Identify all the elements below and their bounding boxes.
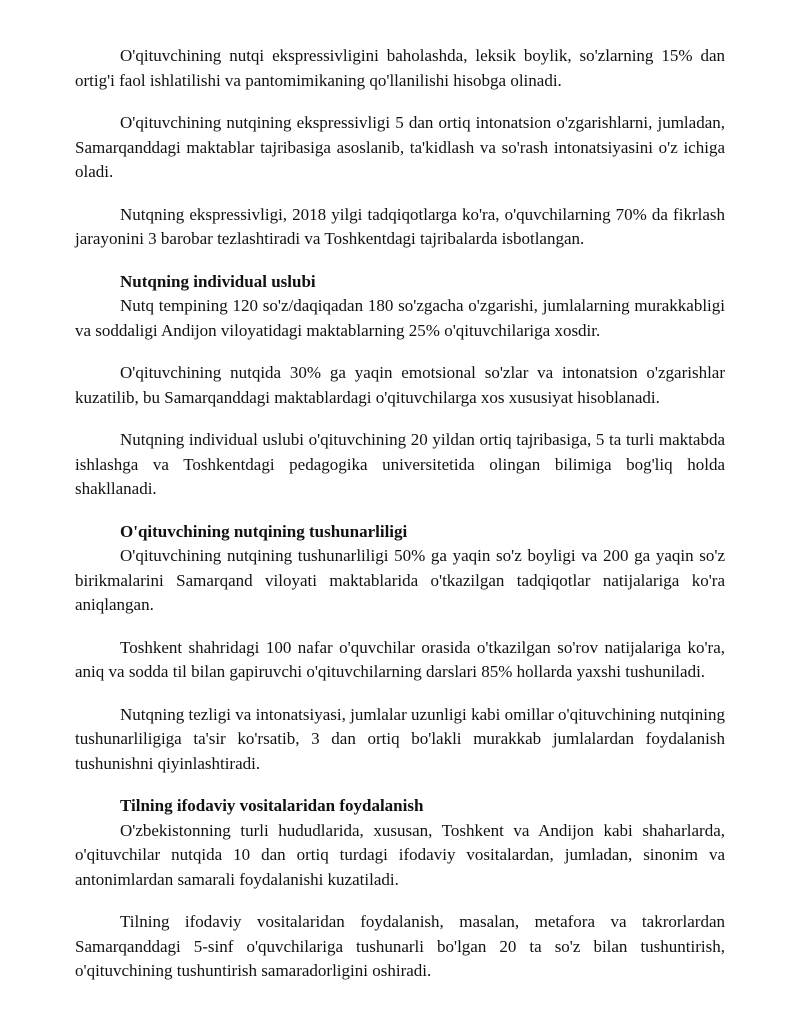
intro-paragraph-2: O'qituvchining nutqining ekspressivligi 5 dan ortiq intonatsion o'zgarishlarni, jumladan, Samarqanddagi maktablar tajribasiga asoslanib, ta'kidlash va so'rash intonatsiyasini o'z ichiga oladi. [75,113,725,181]
style-paragraph-1: Nutq tempining 120 so'z/daqiqadan 180 so'zgacha o'zgarishi, jumlalarning murakkabligi va soddaligi Andijon viloyatidagi maktablarning 25% o'qituvchilariga xosdir. [75,296,725,340]
clarity-paragraph-2: Toshkent shahridagi 100 nafar o'quvchilar orasida o'tkazilgan so'rov natijalariga ko'ra, aniq va sodda til bilan gapiruvchi o'qituvchilarning darslari 85% hollarda yaxshi tushuniladi. [75,637,725,681]
clarity-paragraph-1: O'qituvchining nutqining tushunarliligi 50% ga yaqin so'z boyligi va 200 ga yaqin so'z birikmalarini Samarqand viloyati maktablarida o'tkazilgan tadqiqotlar natijalariga ko'ra aniqlangan. [75,546,725,614]
heading-individual-style: Nutqning individual uslubi [120,271,316,291]
intro-paragraph-1: O'qituvchining nutqi ekspressivligini baholashda, leksik boylik, so'zlarning 15% dan ortig'i faol ishlatilishi va pantomimikaning qo'llanilishi hisobga olinadi. [75,46,725,90]
style-paragraph-3: Nutqning individual uslubi o'qituvchining 20 yildan ortiq tajribasiga, 5 ta turli maktabda ishlashga va Toshkentdagi pedagogika universitetida olingan bilimiga bog'liq holda shakllanadi. [75,430,725,498]
expressive-paragraph-2: Tilning ifodaviy vositalaridan foydalanish, masalan, metafora va takrorlardan Samarqanddagi 5-sinf o'quvchilariga tushunarli bo'lgan 20 ta so'z bilan tushuntirish, o'qituvchining tushuntirish samaradorligini oshiradi. [75,912,725,980]
expressive-paragraph-1: O'zbekistonning turli hududlarida, xususan, Toshkent va Andijon kabi shaharlarda, o'qituvchilar nutqida 10 dan ortiq turdagi ifodaviy vositalardan, jumladan, sinonim va antonimlardan samarali foydalanishi kuzatiladi. [75,820,725,889]
heading-expressive-means: Tilning ifodaviy vositalaridan foydalanish [120,796,424,815]
intro-paragraph-3: Nutqning ekspressivligi, 2018 yilgi tadqiqotlarga ko'ra, o'quvchilarning 70% da fikrlash jarayonini 3 barobar tezlashtiradi va Toshkentdagi tajribalarda isbotlangan. [75,204,725,248]
clarity-paragraph-3: Nutqning tezligi va intonatsiyasi, jumlalar uzunligi kabi omillar o'qituvchining nutqining tushunarliligiga ta'sir ko'rsatib, 3 dan ortiq bo'lakli murakkab jumlalardan foydalanish tushunishni qiyinlashtiradi. [75,704,725,773]
document-body [75,44,725,1002]
heading-clarity: O'qituvchining nutqining tushunarliligi [120,521,408,541]
style-paragraph-2: O'qituvchining nutqida 30% ga yaqin emotsional so'zlar va intonatsion o'zgarishlar kuzatilib, bu Samarqanddagi maktablardagi o'qituvchilarga xos xususiyat hisoblanadi. [75,363,725,407]
